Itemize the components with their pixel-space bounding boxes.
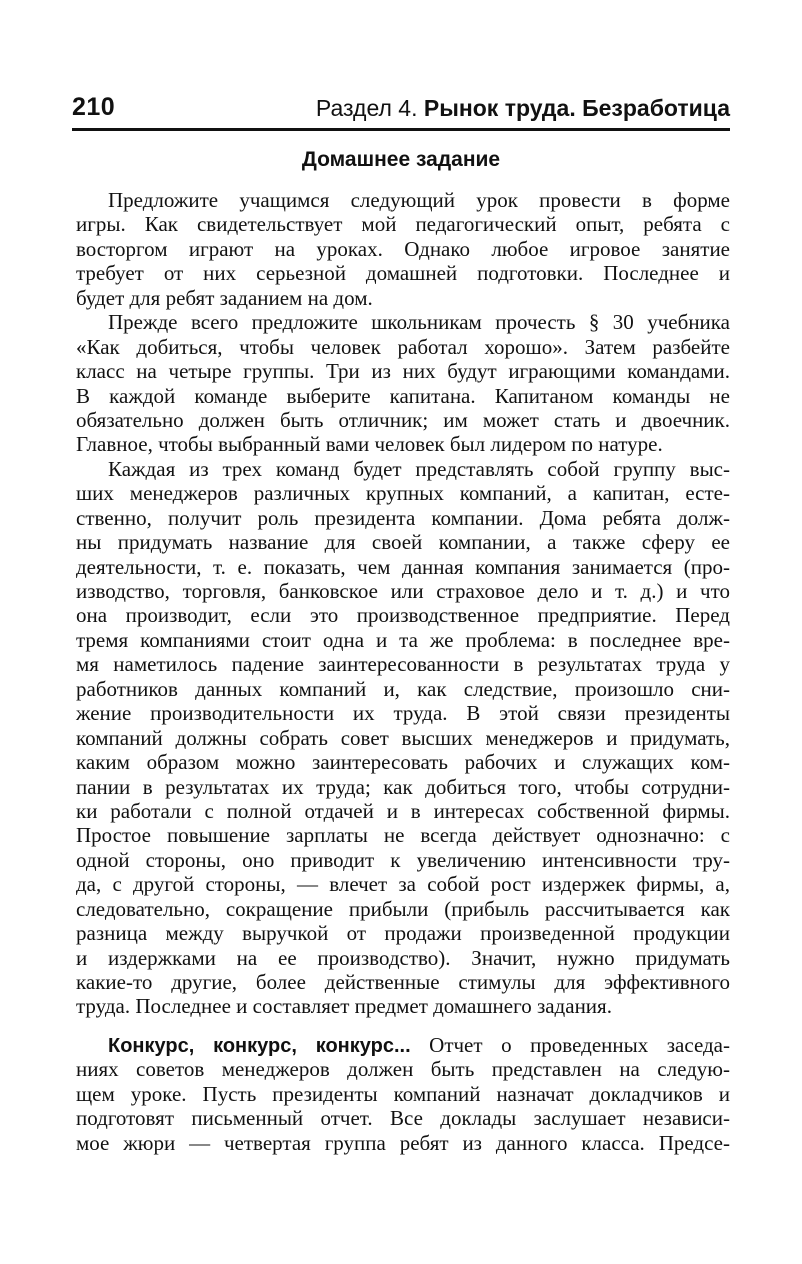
- paragraph-line: какие-то другие, более действенные стимулы для эффективного: [76, 970, 730, 994]
- paragraph-line: класс на четыре группы. Три из них будут играющими командами.: [76, 359, 730, 384]
- paragraph-line: Прежде всего предложите школьникам прочесть § 30 учебника: [108, 310, 730, 335]
- paragraph-line: требует от них серьезной домашней подготовки. Последнее и: [76, 261, 730, 286]
- paragraph-line: будет для ребят заданием на дом.: [76, 285, 373, 310]
- paragraph-line: работников данных компаний и, как следствие, произошло сни-: [76, 676, 730, 701]
- paragraph: [76, 188, 730, 310]
- paragraph-line: игры. Как свидетельствует мой педагогический опыт, ребята с: [76, 212, 730, 237]
- paragraph-line: пании в результатах их труда; как добиться того, чтобы сотрудни-: [76, 774, 730, 799]
- contest-heading: Конкурс, конкурс, конкурс...: [108, 1034, 411, 1057]
- paragraph-line: мое жюри — четвертая группа ребят из данного класса. Предсе-: [76, 1130, 730, 1155]
- paragraph-line: труда. Последнее и составляет предмет домашнего задания.: [76, 994, 612, 1019]
- homework-heading: Домашнее задание: [301, 148, 501, 171]
- paragraph-line: жение производительности их труда. В этой связи президенты: [76, 701, 730, 726]
- running-head-title: [316, 95, 730, 122]
- paragraph-line: Предложите учащимся следующий урок провести в форме: [108, 188, 730, 212]
- paragraph-line: ны придумать название для своей компании, а также сферу ее: [76, 530, 730, 555]
- paragraph-line: восторгом играют на уроках. Однако любое игровое занятие: [76, 236, 730, 261]
- paragraph-line: следовательно, сокращение прибыли (прибыль рассчитывается как: [76, 896, 730, 921]
- paragraph-line: изводство, торговля, банковское или страховое дело и т. д.) и что: [76, 579, 730, 603]
- paragraph-line: щем уроке. Пусть президенты компаний назначат докладчиков и: [76, 1081, 730, 1106]
- paragraph-line: мя наметилось падение заинтересованности в результатах труда у: [76, 652, 730, 677]
- paragraph-line: компаний должны собрать совет высших менеджеров и придумать,: [76, 725, 730, 750]
- paragraph-line: Каждая из трех команд будет представлять собой группу выс-: [108, 456, 730, 481]
- paragraph-line: каким образом можно заинтересовать рабочих и служащих ком-: [76, 750, 730, 775]
- paragraph-line: В каждой команде выберите капитана. Капитаном команды не: [76, 383, 730, 408]
- paragraph-line: деятельности, т. е. показать, чем данная компания занимается (про-: [76, 554, 730, 579]
- paragraph-line: одной стороны, оно приводит к увеличению интенсивности тру-: [76, 847, 730, 872]
- paragraph-line: Простое повышение зарплаты не всегда действует однозначно: с: [76, 823, 730, 848]
- paragraph-line: ниях советов менеджеров должен быть представлен на следую-: [76, 1057, 730, 1082]
- paragraph: [76, 457, 730, 1019]
- paragraph-line: подготовят письменный отчет. Все доклады заслушает независи-: [76, 1106, 730, 1131]
- contest-lines: [76, 1057, 730, 1155]
- paragraph-line: тремя компаниями стоит одна и та же проблема: в последнее вре-: [76, 627, 730, 652]
- paragraphs: [76, 188, 730, 1019]
- paragraph-line: и издержками на ее производство). Значит, нужно придумать: [76, 945, 730, 970]
- section-prefix: Раздел 4.: [315, 95, 424, 121]
- paragraph-line: обязательно должен быть отличник; им может стать и двоечник.: [76, 407, 730, 432]
- paragraph: [76, 310, 730, 457]
- page-number: 210: [72, 93, 116, 121]
- paragraph-line: ственно, получит роль президента компании. Дома ребята долж-: [76, 505, 730, 530]
- paragraph-line: Главное, чтобы выбранный вами человек был лидером по натуре.: [76, 432, 663, 457]
- paragraph-line: она производит, если это производственное предприятие. Перед: [76, 603, 730, 628]
- running-header: [72, 88, 730, 131]
- paragraph-line: ших менеджеров различных крупных компаний, а капитан, есте-: [76, 481, 730, 506]
- contest-paragraph: [76, 1033, 730, 1155]
- paragraph-line: разница между выручкой от продажи произведенной продукции: [76, 921, 730, 946]
- paragraph-line: [76, 1033, 730, 1057]
- contest-first-line: Отчет о проведенных заседа-: [410, 1032, 730, 1057]
- section-title: Рынок труда. Безработица: [423, 95, 730, 121]
- body-text: [76, 188, 730, 1155]
- paragraph-line: ки работали с полной отдачей и в интересах собственной фирмы.: [76, 798, 730, 823]
- paragraph-line: да, с другой стороны, — влечет за собой рост издержек фирмы, а,: [76, 872, 730, 897]
- paragraph-line: «Как добиться, чтобы человек работал хорошо». Затем разбейте: [76, 334, 730, 359]
- paragraph-gap: [76, 1019, 730, 1033]
